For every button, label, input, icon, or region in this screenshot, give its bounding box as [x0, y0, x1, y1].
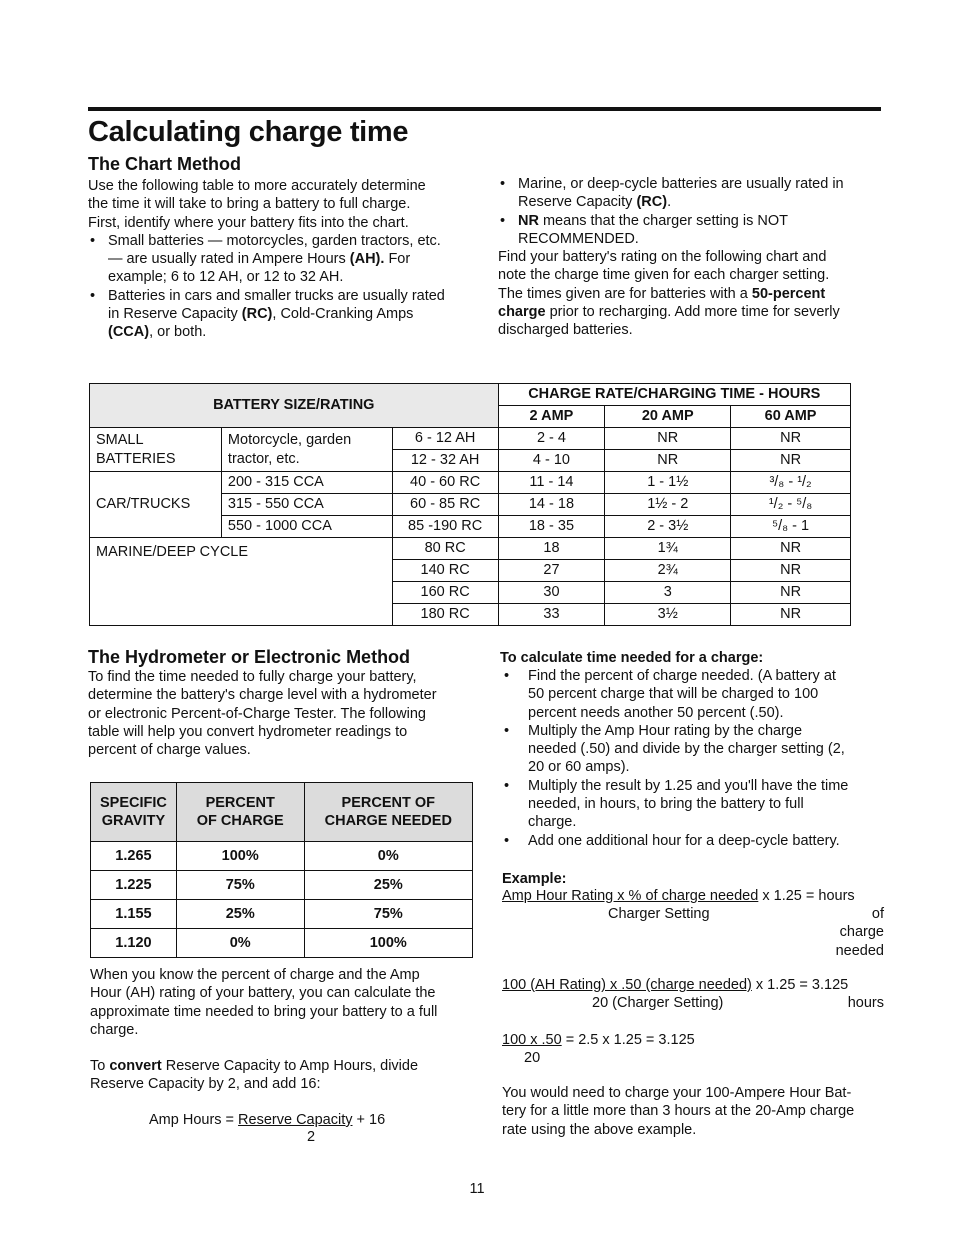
list-item	[500, 667, 890, 722]
table-cell: 100%	[304, 929, 472, 958]
rating-cell: 160 RC	[392, 582, 498, 604]
text-line: PERCENT	[205, 795, 275, 811]
rating-cell: 80 RC	[392, 538, 498, 560]
time-cell: ³/₈ - ¹/₂	[731, 472, 851, 494]
amp-header: 20 AMP	[605, 406, 731, 428]
time-cell: 2¾	[605, 560, 731, 582]
amp-header: 60 AMP	[731, 406, 851, 428]
text-line	[108, 305, 488, 323]
formula-numerator: Amp Hour Rating x % of charge needed	[502, 888, 759, 904]
text-line	[90, 1057, 490, 1075]
table-cell: 25%	[176, 900, 304, 929]
time-cell: 18	[498, 538, 605, 560]
table-cell: 0%	[176, 929, 304, 958]
text-line	[108, 323, 488, 341]
time-cell: 1¾	[605, 538, 731, 560]
time-cell: 30	[498, 582, 605, 604]
desc-cell: 550 - 1000 CCA	[221, 516, 392, 538]
calc-steps-list	[500, 667, 890, 850]
desc-cell: 200 - 315 CCA	[221, 472, 392, 494]
table-row	[91, 929, 473, 958]
list-item	[500, 722, 890, 777]
text-line: BATTERIES	[96, 450, 176, 467]
table-cell: 75%	[304, 900, 472, 929]
time-cell: NR	[605, 428, 731, 450]
text-line: SPECIFIC	[100, 795, 167, 811]
text-line: or electronic Percent-of-Charge Tester. The following	[88, 705, 426, 722]
rating-cell: 6 - 12 AH	[392, 428, 498, 450]
example-formula-1	[502, 887, 855, 905]
table-header-row	[91, 783, 473, 842]
time-cell: 18 - 35	[498, 516, 605, 538]
formula-denominator: 20 (Charger Setting)	[592, 995, 724, 1011]
text-line: • Multiply the result by 1.25 and you'll have the time	[528, 777, 849, 794]
time-cell: ⁵/₈ - 1	[731, 516, 851, 538]
page-title: Calculating charge time	[88, 116, 409, 148]
text-line	[498, 285, 888, 303]
text-line: 50 percent charge that will be charged to 100	[528, 686, 819, 703]
amp-hours-formula	[149, 1111, 385, 1129]
bold-span: (CCA)	[108, 324, 150, 341]
text-span: , or both.	[149, 324, 207, 341]
top-rule	[88, 107, 881, 111]
text-line: 20 or 60 amps).	[528, 759, 630, 776]
text-line: Hour (AH) rating of your battery, you can calculate the	[90, 985, 436, 1002]
text-span: For	[384, 251, 411, 268]
rating-cell: 180 RC	[392, 604, 498, 626]
text-line: When you know the percent of charge and the Amp	[90, 967, 420, 983]
table-row	[90, 538, 851, 560]
time-cell: NR	[731, 582, 851, 604]
text-line: discharged batteries.	[498, 322, 633, 339]
table-row	[90, 428, 851, 450]
list-item	[88, 287, 488, 342]
text-line: RECOMMENDED.	[518, 230, 639, 247]
table-row	[91, 900, 473, 929]
time-cell: NR	[605, 450, 731, 472]
text-line: • Multiply the Amp Hour rating by the charge	[528, 722, 803, 739]
text-line: rate using the above example.	[502, 1121, 697, 1138]
text-span: + 16	[352, 1112, 386, 1128]
text-line: the time it will take to bring a battery to full charge.	[88, 196, 411, 213]
hydrometer-heading: The Hydrometer or Electronic Method	[88, 647, 411, 667]
text-line: Find your battery's rating on the following chart and	[498, 249, 827, 266]
bold-span: convert	[109, 1058, 162, 1074]
text-line: of	[871, 906, 884, 922]
table-row	[90, 472, 851, 494]
list-item	[500, 832, 890, 850]
text-line: SMALL	[96, 431, 144, 448]
hydrometer-table	[90, 782, 473, 958]
text-line	[108, 250, 488, 268]
small-batteries-desc	[221, 428, 392, 472]
table-cell: 25%	[304, 871, 472, 900]
example-formula-3	[502, 1031, 695, 1049]
time-cell: 1 - 1½	[605, 472, 731, 494]
bold-span: (AH).	[349, 251, 385, 268]
text-span: in Reserve Capacity	[108, 306, 242, 323]
text-line: PERCENT OF	[341, 795, 435, 811]
rating-cell: 40 - 60 RC	[392, 472, 498, 494]
text-line: example; 6 to 12 AH, or 12 to 32 AH.	[108, 269, 344, 286]
list-item	[88, 232, 488, 287]
text-span: — are usually rated in Ampere Hours	[108, 251, 350, 268]
table-row	[91, 842, 473, 871]
car-trucks-label: CAR/TRUCKS	[90, 472, 222, 538]
table-header-row	[90, 384, 851, 406]
text-line: Motorcycle, garden	[227, 431, 352, 448]
text-span: The times given are for batteries with a	[498, 285, 752, 302]
bold-span: charge	[498, 304, 546, 321]
text-line	[498, 303, 888, 321]
bold-span: 50-percent	[751, 285, 826, 302]
formula-denominator: 2	[307, 1129, 316, 1145]
battery-size-header: BATTERY SIZE/RATING	[90, 384, 499, 428]
table-cell: 1.155	[91, 900, 177, 929]
hydrometer-after-text	[90, 966, 490, 1039]
time-cell: 27	[498, 560, 605, 582]
time-cell: 33	[498, 604, 605, 626]
text-line: Reserve Capacity by 2, and add 16:	[90, 1076, 321, 1093]
convert-text	[90, 1057, 490, 1094]
time-cell: 11 - 14	[498, 472, 605, 494]
time-cell: NR	[731, 604, 851, 626]
text-line: • Small batteries — motorcycles, garden tractors, etc.	[108, 232, 441, 249]
specific-gravity-header	[91, 783, 177, 842]
time-cell: 3½	[605, 604, 731, 626]
rating-notes-list	[498, 175, 888, 248]
example-formula-2	[502, 976, 848, 994]
time-cell: 14 - 18	[498, 494, 605, 516]
calc-steps	[500, 667, 890, 850]
table-cell: 0%	[304, 842, 472, 871]
formula-denominator: Charger Setting	[608, 906, 710, 922]
table-cell: 1.225	[91, 871, 177, 900]
page-number: 11	[469, 1181, 485, 1197]
text-line: table will help you convert hydrometer readings to	[88, 723, 408, 740]
text-line: charge	[839, 924, 884, 941]
time-cell: 4 - 10	[498, 450, 605, 472]
text-line: CHARGE NEEDED	[324, 813, 452, 829]
text-span: .	[667, 194, 672, 211]
time-cell: NR	[731, 560, 851, 582]
table-cell: 1.120	[91, 929, 177, 958]
text-line: needed (.50) and divide by the charger setting (2,	[528, 741, 845, 758]
time-cell: NR	[731, 538, 851, 560]
time-cell: 2 - 3½	[605, 516, 731, 538]
text-line: tractor, etc.	[227, 450, 300, 467]
chart-method-heading: The Chart Method	[88, 154, 241, 174]
text-line: • Find the percent of charge needed. (A battery at	[528, 668, 836, 684]
text-line: First, identify where your battery fits into the chart.	[88, 214, 409, 231]
text-line	[518, 193, 888, 211]
text-span: prior to recharging. Add more time for severly	[545, 304, 840, 321]
time-cell: ¹/₂ - ⁵/₈	[731, 494, 851, 516]
charge-time-table	[89, 383, 851, 626]
table-cell: 75%	[176, 871, 304, 900]
bold-span: (RC)	[636, 194, 668, 211]
formula-side-note	[780, 905, 884, 960]
chart-method-intro	[88, 177, 488, 342]
list-item	[500, 777, 890, 832]
text-line: percent needs another 50 percent (.50).	[528, 704, 784, 721]
formula-denominator: 20	[524, 1050, 541, 1066]
text-span: Reserve Capacity	[518, 194, 637, 211]
text-line: charge.	[528, 814, 577, 831]
formula-numerator: 100 (AH Rating) x .50 (charge needed)	[502, 977, 752, 993]
table-cell: 1.265	[91, 842, 177, 871]
time-cell: 3	[605, 582, 731, 604]
time-cell: 1½ - 2	[605, 494, 731, 516]
text-line: • Add one additional hour for a deep-cycle battery.	[528, 832, 840, 849]
text-span: To	[90, 1058, 110, 1074]
text-span: means that the charger setting is NOT	[538, 212, 788, 229]
text-line: • Marine, or deep-cycle batteries are usually rated in	[518, 176, 844, 192]
marine-label: MARINE/DEEP CYCLE	[90, 538, 393, 626]
battery-type-list	[88, 232, 488, 342]
text-line: needed	[835, 942, 884, 959]
text-line: GRAVITY	[101, 813, 166, 829]
text-line: percent of charge values.	[88, 742, 251, 759]
desc-cell: 315 - 550 CCA	[221, 494, 392, 516]
table-row	[91, 871, 473, 900]
time-cell: NR	[731, 428, 851, 450]
charge-rate-header: CHARGE RATE/CHARGING TIME - HOURS	[498, 384, 850, 406]
text-span: x 1.25 = hours	[758, 888, 855, 904]
list-item	[498, 175, 888, 212]
time-cell: 2 - 4	[498, 428, 605, 450]
list-item	[498, 212, 888, 249]
example-label: Example:	[502, 871, 567, 887]
text-span: , Cold-Cranking Amps	[272, 306, 414, 323]
rating-cell: 140 RC	[392, 560, 498, 582]
chart-method-right	[498, 175, 888, 340]
text-span: Reserve Capacity to Amp Hours, divide	[161, 1058, 419, 1074]
rating-cell: 60 - 85 RC	[392, 494, 498, 516]
table-cell: 100%	[176, 842, 304, 871]
text-line: note the charge time given for each charger setting.	[498, 267, 830, 284]
formula-numerator: Reserve Capacity	[238, 1112, 353, 1128]
text-line: • Batteries in cars and smaller trucks are usually rated	[108, 287, 445, 304]
amp-header: 2 AMP	[498, 406, 605, 428]
text-line: Use the following table to more accurately determine	[88, 178, 426, 194]
text-line: determine the battery's charge level with a hydrometer	[88, 687, 437, 704]
text-line: You would need to charge your 100-Ampere Hour Bat-	[502, 1085, 852, 1101]
percent-charge-header	[176, 783, 304, 842]
text-line: OF CHARGE	[196, 813, 284, 829]
text-span: Amp Hours =	[149, 1112, 239, 1128]
bold-span: NR	[518, 212, 539, 229]
text-span: x 1.25 = 3.125	[751, 977, 849, 993]
small-batteries-label	[90, 428, 222, 472]
text-line: tery for a little more than 3 hours at the 20-Amp charge	[502, 1103, 855, 1120]
text-line: charge.	[90, 1021, 139, 1038]
text-line: approximate time needed to bring your battery to a full	[90, 1003, 438, 1020]
text-line	[518, 212, 888, 230]
text-line: To find the time needed to fully charge your battery,	[88, 669, 417, 685]
rating-cell: 12 - 32 AH	[392, 450, 498, 472]
text-span: = 2.5 x 1.25 = 3.125	[561, 1032, 695, 1048]
rating-cell: 85 -190 RC	[392, 516, 498, 538]
time-cell: NR	[731, 450, 851, 472]
formula-side-note: hours	[847, 995, 884, 1011]
bold-span: (RC)	[241, 306, 273, 323]
hydrometer-intro	[88, 668, 488, 759]
percent-needed-header	[304, 783, 472, 842]
calc-heading: To calculate time needed for a charge:	[500, 650, 764, 666]
closing-text	[502, 1084, 892, 1139]
formula-numerator: 100 x .50	[502, 1032, 562, 1048]
text-line: needed, in hours, to bring the battery to full	[528, 796, 804, 813]
